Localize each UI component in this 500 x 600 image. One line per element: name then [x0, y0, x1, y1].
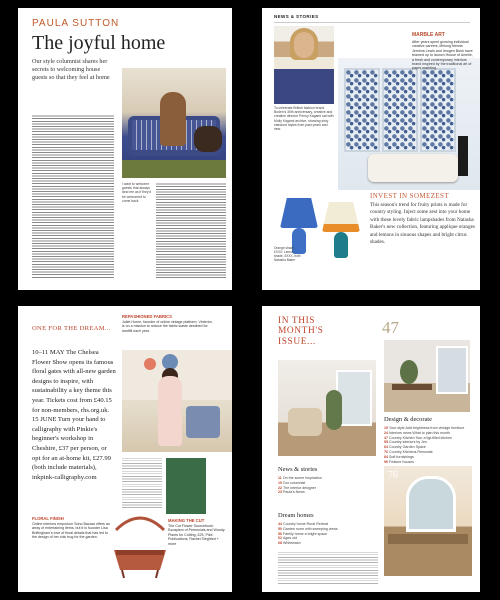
contents-heading: IN THIS MONTH'S ISSUE... — [278, 316, 324, 347]
page-number-feature: 47 — [382, 318, 399, 337]
kitchen-counter — [388, 534, 468, 544]
plant — [400, 360, 418, 384]
one-for-the-dream-heading: ONE FOR THE DREAM... — [32, 325, 111, 332]
dream-homes-heading: Dream homes — [278, 512, 314, 519]
page-dream-diary — [18, 306, 232, 592]
lemon-lampshade — [280, 198, 318, 228]
portrait-caption: To celebrate British fashion brand Boden's 30th anniversary, creative and creative director Penny Kagami sat with Molly Kagami archive, showing sixty standout styles from past years and new. — [274, 106, 334, 132]
making-the-cut-heading: MAKING THE CUT — [168, 518, 205, 523]
list-item[interactable]: 50Garden room with sweeping views — [278, 526, 338, 531]
page-joyful-home — [18, 8, 232, 290]
floor-lamp — [458, 136, 468, 176]
list-item[interactable]: 64Country Garden Space — [384, 445, 426, 450]
orange-lampshade — [322, 202, 360, 232]
list-item[interactable]: 62Ages old — [278, 536, 297, 541]
list-item[interactable]: 22The interior designer — [278, 485, 316, 490]
list-item[interactable]: 47Country Kitchen Tour a ligt-filled kitchen — [384, 435, 453, 440]
body-text-column-2 — [156, 182, 226, 278]
page-number-kitchen: 76 — [388, 470, 398, 481]
marble-art-text: After years spent growing individual creative careers, lifelong friends Jemima Lewis and Imogen Bush have teamed up to launch House of Amelie, a fresh and contemporary interiors brand inspired by the traditional art of paper marbling. — [412, 40, 473, 71]
lamp-base — [334, 232, 348, 258]
repashioned-heading: REPASHIONED FABRICS — [122, 314, 172, 319]
dream-diary-text: 10–11 MAY The Chelsea Flower Show opens its famous floral gates with all-new garden designs to inspire, with sustainability a key theme this year. Tickets cost from £40.15 for non-members, rhs.org.uk. 15 JUNE Turn your hand to calligraphy with Pinkie's beginner's workshop in Cheshire, £37 per person, or opt for an at-home kit, £27.99 (both include materials), inkpink-calligraphy.com — [32, 349, 116, 481]
list-item[interactable]: 24Interiors news What to plan this month — [384, 430, 451, 435]
list-item[interactable]: 96Feature houses — [384, 459, 414, 464]
body-text-column — [122, 456, 162, 508]
author-name: PAULA SUTTON — [32, 18, 120, 29]
white-sofa — [368, 154, 458, 182]
list-item[interactable]: 44Country home Rural Retreat — [278, 522, 328, 526]
wallpaper-panel — [420, 68, 456, 152]
marble-art-heading: MARBLE ART — [412, 32, 445, 38]
design-decorate-heading: Design & decorate — [384, 416, 432, 423]
face-shape — [294, 32, 314, 58]
table — [392, 384, 432, 390]
living-room-photo — [278, 360, 376, 456]
list-item[interactable]: 56Family home a bright space — [278, 531, 328, 536]
kitchen-photo — [384, 466, 472, 576]
wall-plate — [144, 358, 156, 370]
dining-room-photo — [122, 350, 232, 452]
news-stories-list — [278, 476, 378, 495]
dream-homes-list — [278, 522, 378, 546]
living-room-photo — [122, 68, 226, 178]
photo-caption: I want to welcome guests that always land me as if they'd be welcomed to come back — [122, 182, 152, 203]
woman-figure — [158, 376, 182, 446]
armchair — [288, 408, 322, 436]
lampshades-photo — [274, 192, 364, 282]
standfirst: Our style columnist shares her secrets to welcoming house guests so that they feel at home — [32, 58, 110, 81]
floral-finish-text: Online interiors emporium Soho Bazaar offers an array of entertaining items, but it is founder Lisa Brittingham's love of floral details that has led to the design of her chic trug for the garden. — [32, 522, 110, 540]
invest-text: This season's trend for fruity prints is made for country styling. Inject some zest into your home with these lovely fabric lampshades from Natasha Baker's new collection, featuring applique oranges and lemons in sinuous shapes and bright citrus shades. — [370, 202, 475, 246]
list-item[interactable]: 19Your style Add brightness from vintage furniture — [384, 426, 465, 430]
book-cover — [166, 458, 206, 514]
floral-finish-heading: FLORAL FINISH — [32, 516, 64, 521]
list-item[interactable]: 76Country Kitchens Renovate — [384, 449, 433, 454]
section-rule — [274, 22, 470, 23]
making-the-cut-text: The Cut Flower Sourcebook: Escapism of Perennials and Woody Plants for Cutting, £25, Pilot Publications, Rachel Siegfried + more — [168, 524, 225, 546]
list-item[interactable]: 23Paula's News — [278, 490, 305, 495]
dog-figure — [194, 126, 222, 152]
portrait-photo — [274, 26, 334, 104]
list-item[interactable]: 84Soft furnishings — [384, 454, 414, 459]
contents-text-block — [278, 550, 378, 584]
arched-window — [406, 476, 456, 532]
repashioned-text: Juliet Horne, founder of online vintage platform, Vinterior, is on a mission to reduce the fabric waste destined for landfill each year. — [122, 320, 213, 333]
dining-photo — [384, 340, 470, 412]
list-item[interactable]: 55Country interiors by Jen — [384, 440, 427, 445]
list-item[interactable]: 19Our columnist — [278, 480, 306, 485]
list-item[interactable]: 68Whitewash — [278, 541, 301, 546]
news-stories-heading: News & stories — [278, 466, 318, 473]
lamp-caption: Orange shade, £XXX; Lemon shade, £XXX, both Natasha Baker — [274, 246, 301, 262]
wallpaper-panel — [382, 68, 418, 152]
window — [436, 346, 468, 394]
marbled-room-photo — [338, 58, 480, 190]
page-news-stories — [262, 8, 480, 290]
floor-rug — [122, 160, 226, 178]
design-decorate-list — [384, 426, 472, 464]
garden-trug-image — [110, 510, 170, 582]
body-text-column — [32, 114, 114, 278]
person-figure — [160, 92, 186, 146]
article-title: The joyful home — [32, 32, 166, 54]
page-contents — [262, 306, 480, 592]
invest-heading: INVEST IN SOMEZEST — [370, 192, 450, 200]
list-item[interactable]: 11On the scene Inspiration — [278, 476, 322, 480]
armchair — [186, 406, 220, 438]
wallpaper-panel — [344, 68, 380, 152]
section-label: NEWS & STORIES — [274, 14, 319, 19]
plant — [326, 390, 342, 430]
